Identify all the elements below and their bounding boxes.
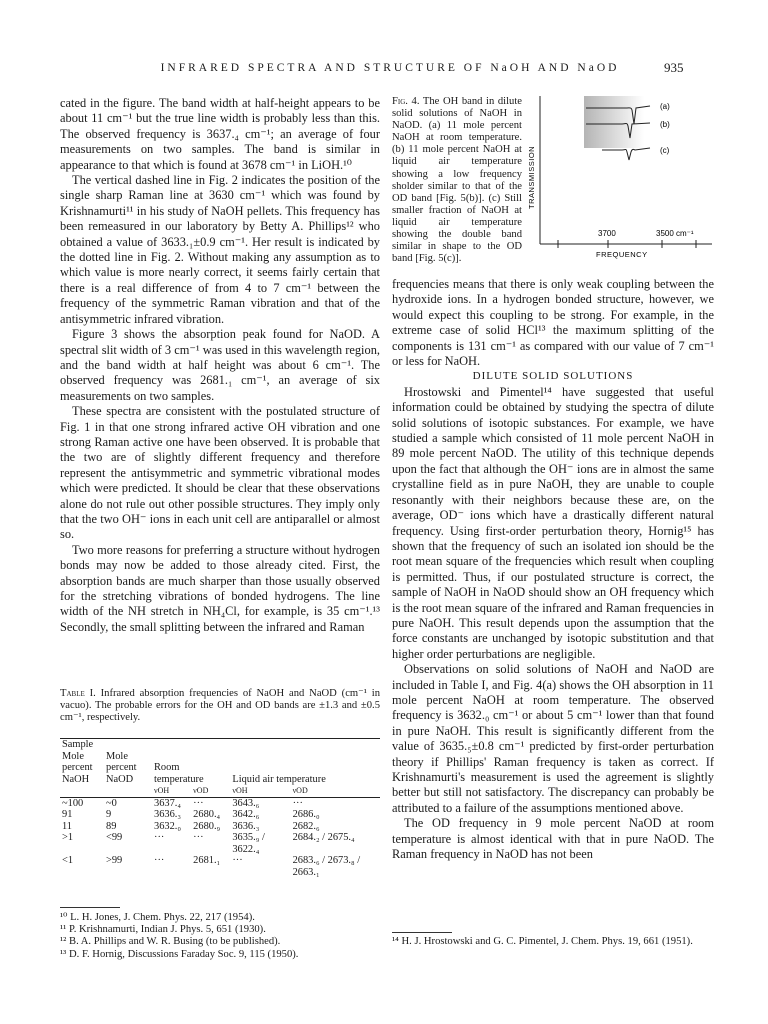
curve-label-c: (c) — [660, 146, 670, 155]
cell: 3632.₀ — [154, 820, 182, 832]
figure-caption-text: The OH band in dilute solid solutions of NaOH in NaOD. (a) 11 mole percent NaOH at room temperature. (b) 11 mole percent NaOH at liquid air temperature showing a low frequency sholder similar to that of the OD band [Fig. 5(b)]. (c) Still smaller fraction of NaOH at liquid air temperature showing the double band similar in shape to the OD band [Fig. 5(c)]. — [392, 96, 522, 265]
x-axis-label: FREQUENCY — [596, 250, 648, 259]
paragraph: The OD frequency in 9 mole percent NaOD at room temperature is almost identical with that in pure NaOD. The Raman frequency in NaOD has not been — [392, 816, 714, 862]
cell: ··· — [193, 797, 204, 809]
cell: ~0 — [106, 797, 117, 809]
paragraph: The vertical dashed line in Fig. 2 indicates the position of the single sharp Raman line at 3630 cm⁻¹ which was found by Krishnamurti¹¹ in his study of NaOH pellets. This frequency has been remeasured in our laboratory by Betty A. Phillips¹² who obtained a value of 3633.₁±0.9 cm⁻¹. Her result is indicated by the dotted line in Fig. 2. Without making any assumption as to which value is more nearly correct, it seems fairly certain that there is a real difference of from 4 to 7 cm⁻¹ between the frequency of the symmetric Raman vibration and that of the antisymmetric infrared vibration. — [60, 173, 380, 326]
paragraph: Two more reasons for preferring a structure without hydrogen bonds may now be added to those already cited. First, the absorption bands are much sharper than those usually observed for the stretching vibrations of bonded hydrogens. The line width of the NH stretch in NH₄Cl, for example, is 35 cm⁻¹.¹³ Secondly, the small splitting between the infrared and Raman — [60, 542, 380, 634]
cell: 91 — [62, 809, 73, 820]
cell: 2681.₁ — [193, 855, 221, 866]
table-sub-oh: νOH — [154, 786, 170, 795]
cell: 2684.₂ / 2675.₄ — [292, 832, 355, 843]
section-heading: DILUTE SOLID SOLUTIONS — [472, 370, 634, 383]
cell: 2680.₉ — [193, 820, 221, 832]
footnote: ¹⁴ H. J. Hrostowski and G. C. Pimentel, J. Chem. Phys. 19, 661 (1951). — [392, 936, 693, 947]
cell: >99 — [106, 855, 123, 866]
footnote-rule — [392, 932, 452, 933]
cell: 2682.₆ — [292, 820, 320, 832]
footnotes-right — [392, 936, 714, 948]
cell: 3643.₆ — [232, 797, 260, 809]
cell: <1 — [62, 855, 74, 866]
film-shading — [584, 96, 644, 148]
table-sub-od: νOD — [292, 786, 308, 795]
cell: 2680.₄ — [193, 809, 221, 820]
footnotes-left — [60, 912, 380, 961]
tick-label-3700: 3700 — [598, 229, 616, 238]
table-row — [60, 809, 380, 821]
cell: 2683.₆ / 2673.₈ / 2663.₁ — [292, 855, 361, 878]
table-caption — [60, 688, 380, 724]
cell: >1 — [62, 832, 74, 843]
cell: 3635.₉ / 3622.₄ — [232, 832, 265, 855]
paragraph: Hrostowski and Pimentel¹⁴ have suggested that useful information could be obtained by studying the spectra of dilute solid solutions of isotopic substances. For example, we have studied a sample which consisted of 11 mole percent NaOH in 89 mole percent NaOD. The utility of this technique depends upon the fact that although the OH⁻ ions are in almost the same crystalline field as in pure NaOH, they are unable to couple resonantly with their neighbors because these are, on the average, OD⁻ ions which have a drastically different natural frequency. Using first-order perturbation theory, Hornig¹⁵ has shown that the frequency of such an isolated ion should be the root mean square of the frequencies which result when coupling is permitted. Thus, if our postulated structure is correct, the sample of NaOH in NaOD should show an OH frequency which is the root mean square of the infrared and Raman frequencies in pure NaOH. This result depends upon the assumption that the force constants are unchanged by isotopic substitution and that higher order perturbations are negligible. — [392, 384, 714, 661]
cell: 2686.₀ — [292, 809, 320, 820]
tick-label-3500: 3500 cm⁻¹ — [656, 229, 694, 238]
footnote: ¹³ D. F. Hornig, Discussions Faraday Soc. 9, 115 (1950). — [60, 948, 299, 960]
cell: 3637.₄ — [154, 797, 182, 809]
curve-c — [602, 148, 650, 160]
table-head-mole-naod: Mole percent NaOD — [106, 750, 137, 785]
table-head-liquid: Liquid air temperature — [232, 773, 326, 785]
table-sub-od: νOD — [193, 786, 209, 795]
cell: ··· — [292, 797, 303, 809]
cell: ··· — [154, 832, 165, 843]
table-caption-label: Table I. — [60, 688, 96, 699]
cell: 3636.₃ — [232, 820, 260, 832]
table-row — [60, 832, 380, 855]
cell: ··· — [154, 855, 165, 866]
y-axis-label: TRANSMISSION — [527, 145, 536, 209]
data-table — [60, 738, 380, 878]
table-head-room: Room temperature — [154, 762, 204, 785]
cell: ~100 — [62, 797, 84, 809]
running-head: INFRARED SPECTRA AND STRUCTURE OF NaOH AND NaOD — [160, 62, 620, 74]
figure-caption — [392, 96, 522, 265]
paragraph: cated in the figure. The band width at half-height appears to be about 11 cm⁻¹ but the true line width is probably less than this. The observed frequency is 3637.₄ cm⁻¹; an average of four measurements on two samples. The band is similar in appearance to that which is found at 3678 cm⁻¹ in LiOH.¹⁰ — [60, 96, 380, 172]
table-row — [60, 855, 380, 878]
cell: 3636.₃ — [154, 809, 182, 820]
table-row — [60, 821, 380, 833]
left-column — [60, 96, 380, 635]
figure-caption-label: Fig. 4. — [392, 96, 420, 107]
table-sub-oh: νOH — [232, 786, 248, 795]
curve-label-b: (b) — [660, 120, 670, 129]
footnote-rule — [60, 907, 120, 908]
footnote: ¹⁰ L. H. Jones, J. Chem. Phys. 22, 217 (1954). — [60, 912, 255, 923]
table-head-mole-naoh: Mole percent NaOH — [62, 750, 93, 785]
paragraph: Figure 3 shows the absorption peak found for NaOD. A spectral slit width of 3 cm⁻¹ was used in this wavelength region, and the band width at half height was about 6 cm⁻¹. The observed frequency was 2681.₁ cm⁻¹, an average of six measurements on two samples. — [60, 327, 380, 403]
cell: ··· — [193, 832, 204, 843]
page-number: 935 — [664, 60, 684, 75]
table-head-sample: Sample — [62, 739, 94, 750]
footnote: ¹¹ P. Krishnamurti, Indian J. Phys. 5, 651 (1930). — [60, 924, 266, 936]
cell: 9 — [106, 809, 112, 820]
paragraph: These spectra are consistent with the postulated structure of Fig. 1 in that one strong infrared active OH vibration and one strong Raman active one have been observed. It is probable that the two are of slightly different frequency and therefore represent the antisymmetric and symmetric vibrational modes which were predicted. It should be clear that these observations alone do not rule out other possible structures. They imply only that the two OH⁻ ions in each unit cell are antiparallel or almost so. — [60, 404, 380, 542]
cell: ··· — [232, 855, 243, 866]
right-column — [392, 277, 714, 862]
paragraph: Observations on solid solutions of NaOH and NaOD are included in Table I, and Fig. 4(a) shows the OH absorption in 11 mole percent NaOH at room temperature. The observed frequency is 3632.₀ cm⁻¹ or about 5 cm⁻¹ lower than that found in pure NaOH. This result is significantly different from the value of 3635.₅±0.8 cm⁻¹ predicted by first-order perturbation theory if Phillips' Raman frequency is taken as correct. If Krishnamurti's measurement is used the agreement is slightly better but still not satisfactory. The discrepancy can probably be attributed to a failure of the assumptions mentioned above. — [392, 662, 714, 815]
cell: 11 — [62, 820, 73, 832]
cell: <99 — [106, 832, 123, 843]
curve-label-a: (a) — [660, 102, 670, 111]
footnote: ¹² B. A. Phillips and W. R. Busing (to be published). — [60, 936, 281, 948]
cell: 89 — [106, 820, 117, 832]
table-caption-text: Infrared absorption frequencies of NaOH and NaOD (cm⁻¹ in vacuo). The probable errors for the OH and OD bands are ±1.3 and ±0.5 cm⁻¹, respectively. — [60, 688, 380, 723]
paragraph: frequencies means that there is only weak coupling between the hydroxide ions. In a hydrogen bonded structure, however, we would expect this coupling to be strong. For example, in the extreme case of solid HCl¹³ the maximum splitting of the components is 131 cm⁻¹ as compared with our value of 7 cm⁻¹ or less for NaOH. — [392, 277, 714, 369]
spectrum-figure — [526, 94, 716, 262]
cell: 3642.₆ — [232, 809, 260, 820]
table-row — [60, 797, 380, 809]
